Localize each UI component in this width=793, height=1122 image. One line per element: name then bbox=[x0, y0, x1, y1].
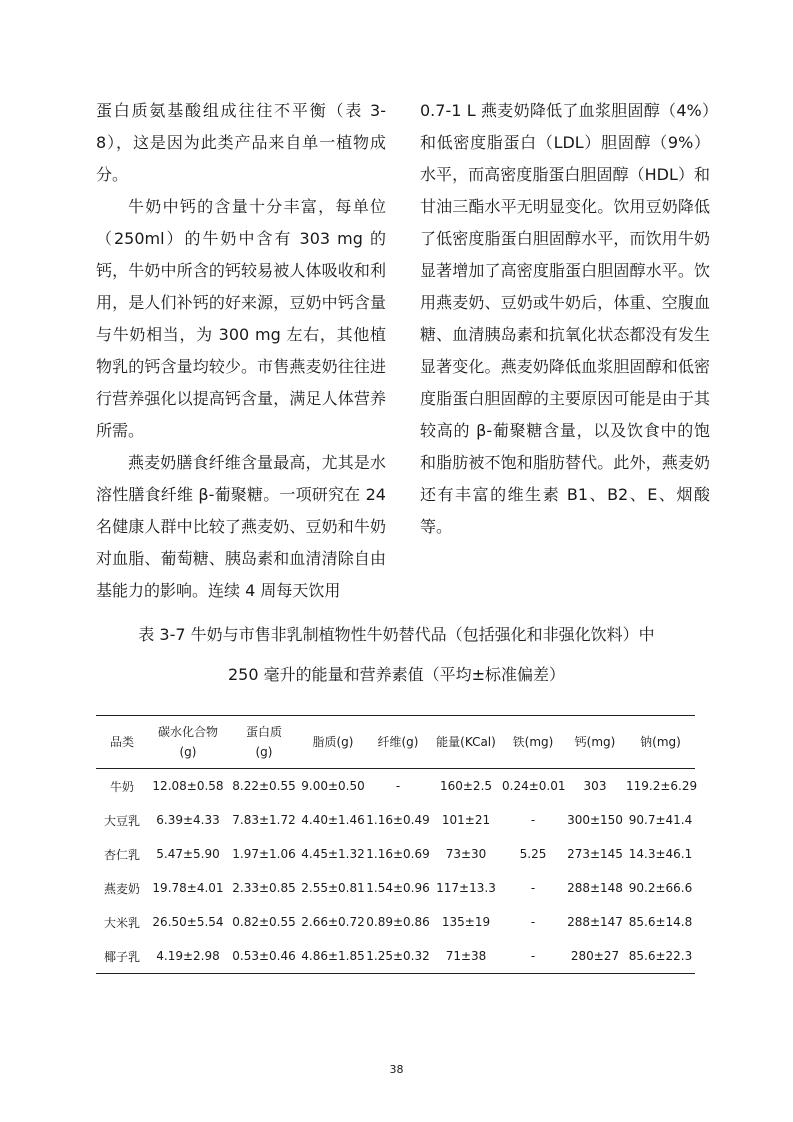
table-cell: 85.6±22.3 bbox=[628, 949, 693, 963]
table-cell: - bbox=[395, 779, 401, 793]
table-cell: 71±38 bbox=[445, 949, 487, 963]
table-cell: 101±21 bbox=[441, 813, 491, 827]
table-cell: 12.08±0.58 bbox=[152, 779, 224, 793]
table-cell: 0.89±0.86 bbox=[366, 915, 430, 929]
row-label: 大豆乳 bbox=[103, 813, 140, 828]
row-label: 燕麦奶 bbox=[103, 881, 140, 896]
table-cell: 300±150 bbox=[567, 813, 623, 827]
row-label: 椰子乳 bbox=[103, 949, 140, 964]
table-row bbox=[96, 837, 695, 871]
table-cell: 2.33±0.85 bbox=[232, 881, 296, 895]
header-protein: 蛋白质 (g) bbox=[245, 725, 282, 759]
table-cell: 135±19 bbox=[441, 915, 491, 929]
table-cell: 2.55±0.81 bbox=[301, 881, 365, 895]
right-text-column bbox=[420, 95, 710, 543]
header-carbohydrate: 碳水化合物 (g) bbox=[157, 725, 218, 759]
paragraph: 牛奶中钙的含量十分丰富，每单位（250ml）的牛奶中含有 303 mg 的钙，牛奶中所含的钙较易被人体吸收和利用，是人们补钙的好来源，豆奶中钙含量与牛奶相当，为 300 mg 左右，其他植物乳的钙含量均较少。市售燕麦奶往往进行营养强化以提高钙含量，满足人体营养所需。 bbox=[96, 197, 386, 440]
table-cell: 1.16±0.49 bbox=[366, 813, 430, 827]
table-cell: 303 bbox=[583, 779, 607, 793]
table-cell: 4.19±2.98 bbox=[156, 949, 220, 963]
table-cell: 1.25±0.32 bbox=[366, 949, 430, 963]
table-cell: 73±30 bbox=[445, 847, 487, 861]
table-cell: 4.86±1.85 bbox=[301, 949, 365, 963]
table-cell: 26.50±5.54 bbox=[152, 915, 224, 929]
paragraph: 燕麦奶膳食纤维含量最高，尤其是水溶性膳食纤维 β-葡聚糖。一项研究在 24 名健康人群中比较了燕麦奶、豆奶和牛奶对血脂、葡萄糖、胰岛素和血清清除自由基能力的影响。连续 4 周每天饮用 bbox=[96, 453, 386, 600]
table-cell: 288±148 bbox=[567, 881, 623, 895]
table-cell: 0.53±0.46 bbox=[232, 949, 296, 963]
table-cell: 8.22±0.55 bbox=[232, 779, 296, 793]
table-cell: 1.97±1.06 bbox=[232, 847, 296, 861]
table-cell: - bbox=[530, 915, 536, 929]
table-cell: 273±145 bbox=[567, 847, 623, 861]
table-cell: 14.3±46.1 bbox=[628, 847, 693, 861]
header-fiber: 纤维(g) bbox=[377, 735, 419, 749]
table-cell: 1.16±0.69 bbox=[366, 847, 430, 861]
table-row bbox=[96, 803, 695, 837]
table-cell: 7.83±1.72 bbox=[232, 813, 296, 827]
table-cell: 19.78±4.01 bbox=[152, 881, 224, 895]
table-cell: 85.6±14.8 bbox=[628, 915, 693, 929]
paragraph: 0.7-1 L 燕麦奶降低了血浆胆固醇（4%）和低密度脂蛋白（LDL）胆固醇（9%）水平，而高密度脂蛋白胆固醇（HDL）和甘油三酯水平无明显变化。饮用豆奶降低了低密度脂蛋白胆固醇水平，而饮用牛奶显著增加了高密度脂蛋白胆固醇水平。饮用燕麦奶、豆奶或牛奶后，体重、空腹血糖、血清胰岛素和抗氧化状态都没有发生显著变化。燕麦奶降低血浆胆固醇和低密度脂蛋白胆固醇的主要原因可能是由于其较高的 β-葡聚糖含量，以及饮食中的饱和脂肪被不饱和脂肪替代。此外，燕麦奶还有丰富的维生素 B1、B2、E、烟酸等。 bbox=[420, 101, 710, 536]
table-cell: 6.39±4.33 bbox=[156, 813, 220, 827]
table-row bbox=[96, 871, 695, 905]
table-row bbox=[96, 769, 695, 804]
table-caption-line2: 250 毫升的能量和营养素值（平均±标准偏差） bbox=[227, 665, 566, 684]
table-cell: 0.24±0.01 bbox=[502, 779, 566, 793]
table-cell: 90.7±41.4 bbox=[628, 813, 693, 827]
table-row bbox=[96, 905, 695, 939]
table-cell: - bbox=[530, 813, 536, 827]
table-cell: 5.47±5.90 bbox=[156, 847, 220, 861]
table-caption-line1: 表 3-7 牛奶与市售非乳制植物性牛奶替代品（包括强化和非强化饮料）中 bbox=[138, 625, 655, 644]
table-cell: 117±13.3 bbox=[436, 881, 496, 895]
table-cell: 1.54±0.96 bbox=[366, 881, 430, 895]
table-cell: 288±147 bbox=[567, 915, 623, 929]
header-calcium: 钙(mg) bbox=[574, 735, 616, 749]
table-cell: 2.66±0.72 bbox=[301, 915, 365, 929]
row-label: 杏仁乳 bbox=[103, 847, 140, 862]
header-category: 品类 bbox=[109, 735, 134, 749]
table-cell: 9.00±0.50 bbox=[301, 779, 365, 793]
row-label: 牛奶 bbox=[109, 779, 134, 794]
row-label: 大米乳 bbox=[103, 915, 140, 930]
table-cell: 4.40±1.46 bbox=[301, 813, 365, 827]
table-cell: - bbox=[530, 949, 536, 963]
table-cell: 119.2±6.29 bbox=[626, 779, 698, 793]
header-sodium: 钠(mg) bbox=[640, 735, 681, 749]
table-cell: - bbox=[530, 881, 536, 895]
header-fat: 脂质(g) bbox=[312, 735, 354, 749]
table-cell: 160±2.5 bbox=[439, 779, 493, 793]
table-cell: 5.25 bbox=[519, 847, 547, 861]
table-header-row bbox=[96, 716, 695, 769]
left-text-column bbox=[96, 95, 386, 607]
table-cell: 280±27 bbox=[570, 949, 620, 963]
table-cell: 0.82±0.55 bbox=[232, 915, 296, 929]
nutrition-table bbox=[96, 715, 698, 974]
table-cell: 4.45±1.32 bbox=[301, 847, 365, 861]
header-energy: 能量(KCal) bbox=[436, 735, 496, 749]
paragraph: 蛋白质氨基酸组成往往不平衡（表 3-8），这是因为此类产品来自单一植物成分。 bbox=[96, 101, 386, 184]
header-iron: 铁(mg) bbox=[512, 735, 554, 749]
page-number: 38 bbox=[389, 1063, 404, 1076]
table-row bbox=[96, 939, 695, 974]
table-cell: 90.2±66.6 bbox=[628, 881, 693, 895]
